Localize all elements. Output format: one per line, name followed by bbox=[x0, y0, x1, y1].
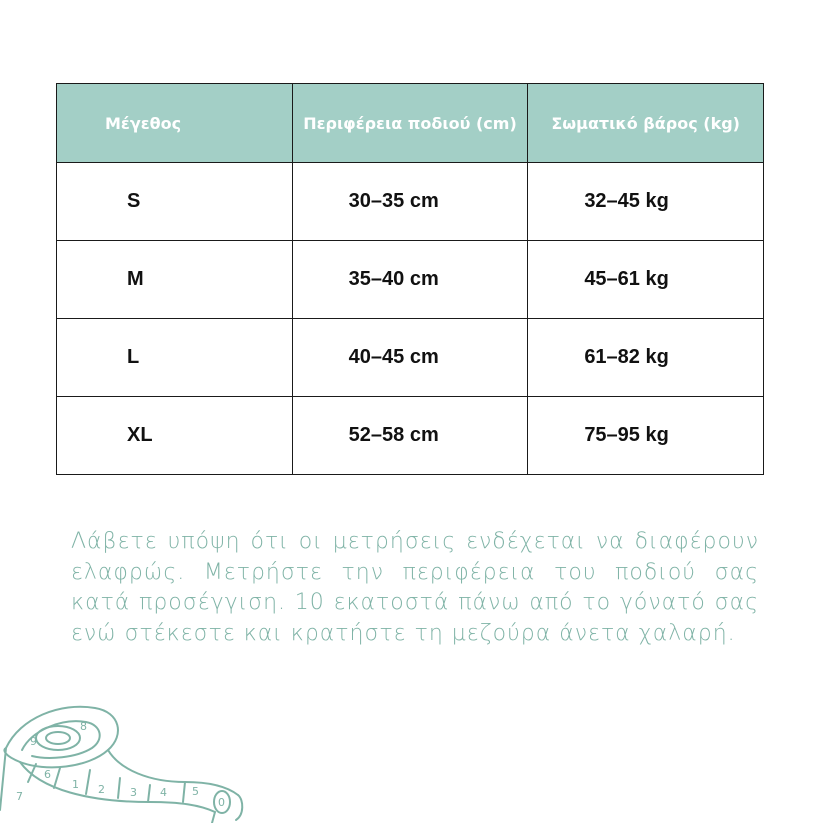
size-cell: XL bbox=[57, 397, 293, 475]
leg-cell: 40–45 cm bbox=[292, 319, 528, 397]
header-body-weight: Σωματικό βάρος (kg) bbox=[528, 84, 764, 163]
leg-cell: 30–35 cm bbox=[292, 163, 528, 241]
tape-number: 2 bbox=[98, 783, 105, 796]
tape-number: 1 bbox=[72, 778, 79, 791]
tape-number: 7 bbox=[16, 790, 23, 803]
weight-cell: 75–95 kg bbox=[528, 397, 764, 475]
weight-cell: 32–45 kg bbox=[528, 163, 764, 241]
table-row bbox=[57, 163, 764, 241]
leg-cell: 52–58 cm bbox=[292, 397, 528, 475]
leg-cell: 35–40 cm bbox=[292, 241, 528, 319]
tape-number: 4 bbox=[160, 786, 167, 799]
weight-cell: 45–61 kg bbox=[528, 241, 764, 319]
tape-number: 6 bbox=[44, 768, 51, 781]
header-size: Μέγεθος bbox=[57, 84, 293, 163]
tape-number: 0 bbox=[218, 796, 225, 809]
table-row bbox=[57, 397, 764, 475]
size-cell: L bbox=[57, 319, 293, 397]
tape-number: 9 bbox=[30, 735, 37, 748]
header-leg-circumference: Περιφέρεια ποδιού (cm) bbox=[292, 84, 528, 163]
table-row bbox=[57, 241, 764, 319]
measuring-tape-icon bbox=[0, 690, 250, 823]
size-cell: S bbox=[57, 163, 293, 241]
weight-cell: 61–82 kg bbox=[528, 319, 764, 397]
measurement-note: Λάβετε υπόψη ότι οι μετρήσεις ενδέχεται να διαφέρουν ελαφρώς. Μετρήστε την περιφέρεια του ποδιού σας κατά προσέγγιση. 10 εκατοστά πάνω από το γόνατό σας ενώ στέκεστε και κρατήστε τη μεζούρα άνετα χαλαρή. bbox=[71, 529, 759, 646]
size-cell: M bbox=[57, 241, 293, 319]
table-header-row bbox=[57, 84, 764, 163]
size-chart-table bbox=[56, 83, 764, 475]
tape-number: 5 bbox=[192, 785, 199, 798]
table-row bbox=[57, 319, 764, 397]
tape-number: 3 bbox=[130, 786, 137, 799]
tape-number: 8 bbox=[80, 720, 87, 733]
